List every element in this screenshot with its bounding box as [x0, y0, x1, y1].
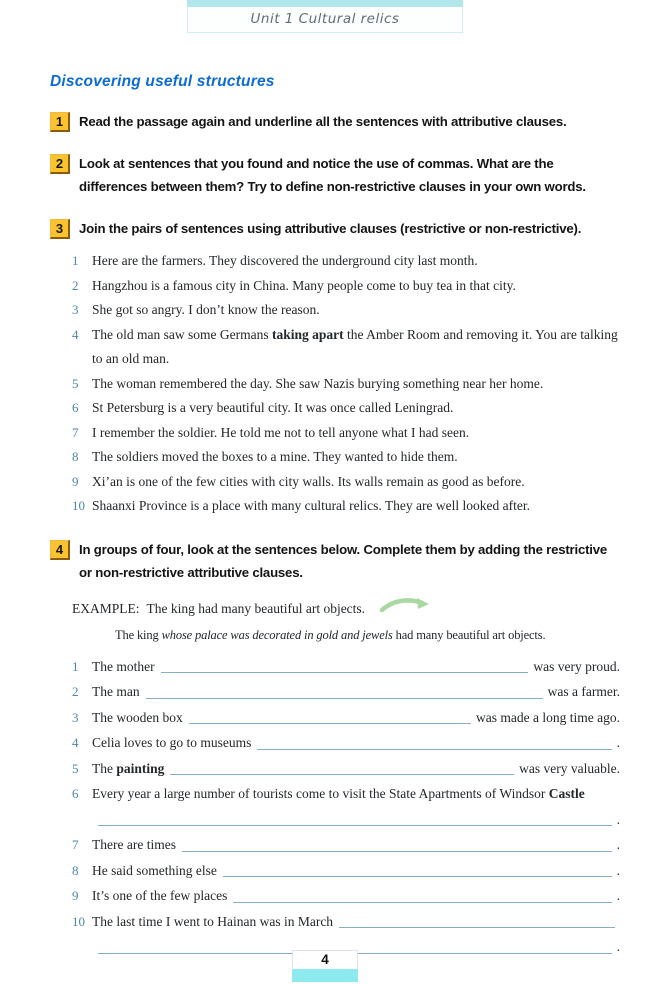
- task-instruction: Look at sentences that you found and notice the use of commas. What are the differences between them? Try to define non-restrictive clauses in your own words.: [79, 156, 586, 194]
- item-number: 1: [72, 658, 79, 674]
- task-instruction: Read the passage again and underline all the sentences with attributive clauses.: [79, 114, 567, 129]
- fill-item: 6 Every year a large number of tourists come to visit the State Apartments of Windsor Castle: [72, 781, 620, 807]
- task-1: [50, 110, 620, 133]
- item-number: 3: [72, 302, 79, 317]
- fill-item-continuation: .: [72, 934, 620, 960]
- item-number: 4: [72, 326, 79, 342]
- fill-item: 2 The man was a farmer.: [72, 679, 620, 705]
- bold-phrase: taking apart: [271, 326, 344, 342]
- item-number: 3: [72, 709, 79, 725]
- item-text: I remember the soldier. He told me not to tell anyone what I had seen.: [92, 424, 470, 440]
- answer-blank: [257, 749, 611, 750]
- item-number: 5: [72, 760, 79, 776]
- list-item: [72, 421, 620, 446]
- list-item: [72, 274, 620, 299]
- item-number: 7: [72, 837, 79, 852]
- italic-clause: whose palace was decorated in gold and jewels: [161, 627, 393, 642]
- item-number: 10: [72, 913, 85, 929]
- answer-blank: [339, 927, 615, 928]
- fill-item: 8 He said something else .: [72, 858, 620, 884]
- item-number: 9: [72, 473, 79, 489]
- example-label: EXAMPLE:: [72, 600, 140, 616]
- unit-header: [187, 0, 463, 33]
- item-text: Shaanxi Province is a place with many cultural relics. They are well looked after.: [92, 498, 530, 513]
- example-sentence: The king had many beautiful art objects.: [146, 600, 366, 616]
- fill-item: 1 The mother was very proud.: [72, 654, 620, 680]
- unit-title: Unit 1 Cultural relics: [187, 7, 463, 33]
- item-number: 7: [72, 424, 79, 440]
- list-item: [72, 372, 620, 397]
- list-item: [72, 396, 620, 421]
- page-footer: [292, 950, 358, 982]
- green-curved-arrow-icon: [379, 596, 431, 614]
- item-text: Xi’an is one of the few cities with city walls. Its walls remain as good as before.: [92, 473, 525, 489]
- list-item: [72, 249, 620, 274]
- fill-item: 10 The last time I went to Hainan was in March: [72, 909, 620, 935]
- footer-cyan-bar: [292, 969, 358, 982]
- answer-blank: [98, 825, 612, 826]
- item-number: 8: [72, 862, 79, 878]
- item-text: Here are the farmers. They discovered the underground city last month.: [92, 253, 478, 268]
- item-number: 9: [72, 888, 79, 903]
- fill-item: 9 It’s one of the few places .: [72, 883, 620, 909]
- answer-blank: [189, 723, 471, 724]
- example-answer: The king whose palace was decorated in gold and jewels had many beautiful art objects.: [115, 627, 546, 642]
- item-number: 4: [72, 735, 79, 750]
- fill-item: 3 The wooden box was made a long time ago.: [72, 705, 620, 731]
- list-item: [72, 323, 620, 372]
- example-sentence-line: [72, 597, 620, 621]
- page-number: 4: [292, 950, 358, 969]
- list-item: [72, 494, 620, 519]
- task-3: [50, 217, 620, 240]
- fill-item: 4 Celia loves to go to museums .: [72, 730, 620, 756]
- task-4: [50, 538, 620, 584]
- item-text: The old man saw some Germans taking apart the Amber Room and removing it. You are talking to an old man.: [92, 326, 618, 366]
- task-number-badge: 3: [50, 219, 70, 239]
- task-instruction: In groups of four, look at the sentences below. Complete them by adding the restrictive or non-restrictive attributive clauses.: [79, 541, 608, 580]
- list-item: [72, 470, 620, 495]
- task-instruction: Join the pairs of sentences using attributive clauses (restrictive or non-restrictive).: [79, 221, 582, 236]
- item-text: The woman remembered the day. She saw Nazis burying something near her home.: [92, 375, 544, 391]
- item-number: 2: [72, 277, 79, 293]
- answer-blank: [161, 672, 529, 673]
- list-item: [72, 445, 620, 470]
- item-text: She got so angry. I don’t know the reason.: [92, 302, 320, 317]
- item-text: St Petersburg is a very beautiful city. It was once called Leningrad.: [92, 400, 454, 415]
- answer-blank: [223, 876, 612, 877]
- item-text: Hangzhou is a famous city in China. Many people come to buy tea in that city.: [92, 277, 516, 293]
- item-text: The soldiers moved the boxes to a mine. They wanted to hide them.: [92, 449, 458, 464]
- task-2: [50, 152, 620, 198]
- section-heading: Discovering useful structures: [50, 73, 275, 90]
- example-block: [72, 597, 620, 643]
- item-number: 5: [72, 375, 79, 391]
- answer-blank: [146, 698, 543, 699]
- exercise3-list: [72, 249, 620, 519]
- item-number: 10: [72, 498, 85, 513]
- task-number-badge: 4: [50, 540, 70, 560]
- answer-blank: [233, 902, 611, 903]
- fill-item-continuation: .: [72, 807, 620, 833]
- item-number: 6: [72, 400, 79, 415]
- bold-word: Castle: [548, 786, 585, 801]
- fill-item: 5 The painting was very valuable.: [72, 756, 620, 782]
- item-number: 2: [72, 684, 79, 699]
- item-number: 8: [72, 449, 79, 464]
- fill-item: 7 There are times .: [72, 832, 620, 858]
- task-number-badge: 2: [50, 154, 70, 174]
- answer-blank: [182, 851, 612, 852]
- list-item: [72, 298, 620, 323]
- item-number: 6: [72, 786, 79, 801]
- exercise4-list: [72, 654, 620, 960]
- answer-blank: [170, 774, 514, 775]
- item-number: 1: [72, 253, 79, 268]
- task-number-badge: 1: [50, 112, 70, 132]
- unit-header-cyan-strip: [187, 0, 463, 7]
- bold-word: painting: [116, 760, 165, 776]
